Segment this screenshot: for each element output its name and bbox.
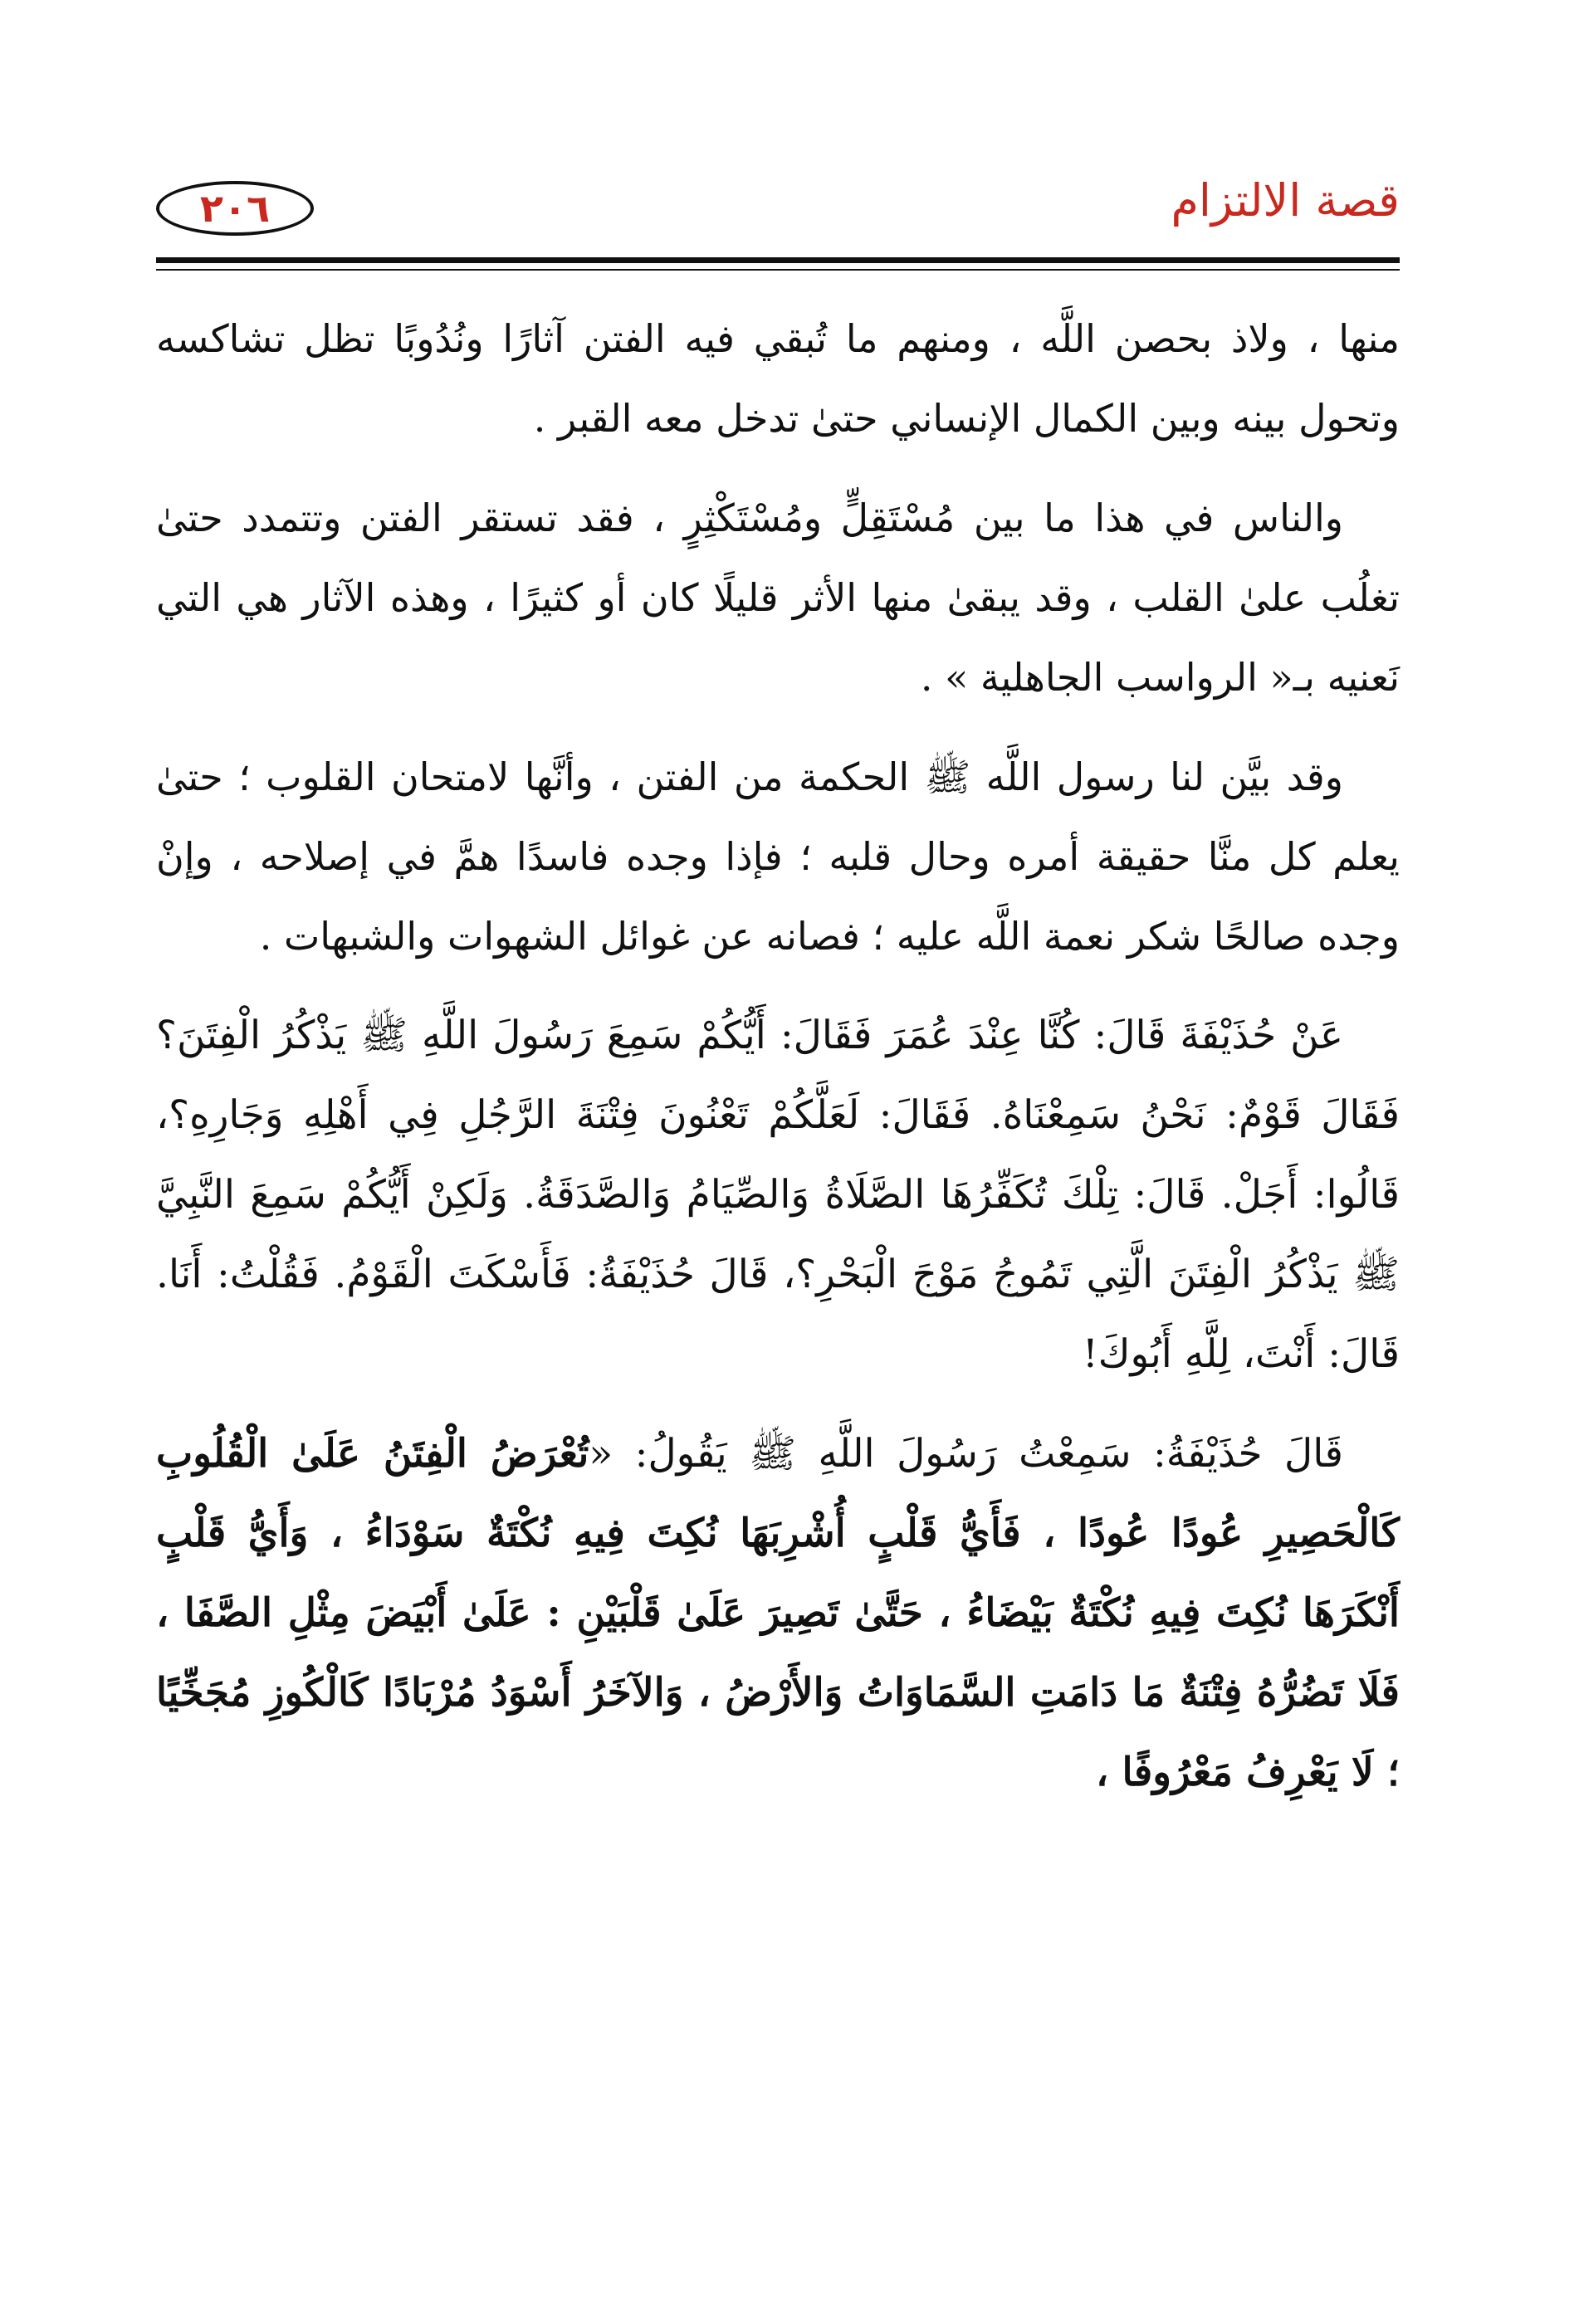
hadith-paragraph: عَنْ حُذَيْفَةَ قَالَ: كُنَّا عِنْدَ عُمَرَ فَقَالَ: أَيُّكُمْ سَمِعَ رَسُولَ اللَّهِ ﷺ يَذْكُرُ الْفِتَنَ؟ فَقَالَ قَوْمٌ: نَحْنُ سَمِعْنَاهُ. فَقَالَ: لَعَلَّكُمْ تَعْنُونَ فِتْنَةَ الرَّجُلِ فِي أَهْلِهِ وَجَارِهِ؟، قَالُوا: أَجَلْ. قَالَ: تِلْكَ تُكَفِّرُهَا الصَّلَاةُ وَالصِّيَامُ وَالصَّدَقَةُ. وَلَكِنْ أَيُّكُمْ سَمِعَ النَّبِيَّ ﷺ يَذْكُرُ الْفِتَنَ الَّتِي تَمُوجُ مَوْجَ الْبَحْرِ؟، قَالَ حُذَيْفَةُ: فَأَسْكَتَ الْقَوْمُ. فَقُلْتُ: أَنَا. قَالَ: أَنْتَ، لِلَّهِ أَبُوكَ! — [156, 1013, 1400, 1377]
page-header — [156, 163, 1400, 254]
running-title: قصة الالتزام — [1171, 174, 1400, 227]
page-number: ٢٠٦ — [156, 181, 314, 236]
header-rule-thick — [156, 257, 1400, 263]
paragraph-3: وقد بيَّن لنا رسول اللَّه ﷺ الحكمة من الفتن ، وأنَّها لامتحان القلوب ؛ حتىٰ يعلم كل منَّا حقيقة أمره وحال قلبه ؛ فإذا وجده فاسدًا همَّ في إصلاحه ، وإنْ وجده صالحًا شكر نعمة اللَّه عليه ؛ فصانه عن غوائل الشهوات والشبهات . — [156, 754, 1400, 959]
paragraph-2: والناس في هذا ما بين مُسْتَقِلٍّ ومُسْتَكْثِرٍ ، فقد تستقر الفتن وتتمدد حتىٰ تغلُب علىٰ القلب ، وقد يبقىٰ منها الأثر قليلًا كان أو كثيرًا ، وهذه الآثار هي التي نَعنيه بـ« الرواسب الجاهلية » . — [156, 496, 1400, 700]
paragraph-1: منها ، ولاذ بحصن اللَّه ، ومنهم ما تُبقي فيه الفتن آثارًا ونُدُوبًا تظل تشاكسه وتحول بينه وبين الكمال الإنساني حتىٰ تدخل معه القبر . — [156, 316, 1400, 441]
body-text — [156, 299, 1400, 1833]
hadith-quote-lead: قَالَ حُذَيْفَةُ: سَمِعْتُ رَسُولَ اللَّهِ ﷺ يَقُولُ: « — [589, 1431, 1343, 1477]
hadith-quote-paragraph — [156, 1414, 1400, 1813]
hadith-quote-text: تُعْرَضُ الْفِتَنُ عَلَىٰ الْقُلُوبِ كَالْحَصِيرِ عُودًا عُودًا ، فَأَيُّ قَلْبٍ أُشْرِبَهَا نُكِتَ فِيهِ نُكْتَةٌ سَوْدَاءُ ، وَأَيُّ قَلْبٍ أَنْكَرَهَا نُكِتَ فِيهِ نُكْتَةٌ بَيْضَاءُ ، حَتَّىٰ تَصِيرَ عَلَىٰ قَلْبَيْنِ : عَلَىٰ أَبْيَضَ مِثْلِ الصَّفَا ، فَلَا تَضُرُّهُ فِتْنَةٌ مَا دَامَتِ السَّمَاوَاتُ وَالأَرْضُ ، وَالآخَرُ أَسْوَدُ مُرْبَادًا كَالْكُوزِ مُجَخِّيًا ؛ لَا يَعْرِفُ مَعْرُوفًا ، — [156, 1431, 1400, 1795]
header-rule-thin — [156, 269, 1400, 271]
